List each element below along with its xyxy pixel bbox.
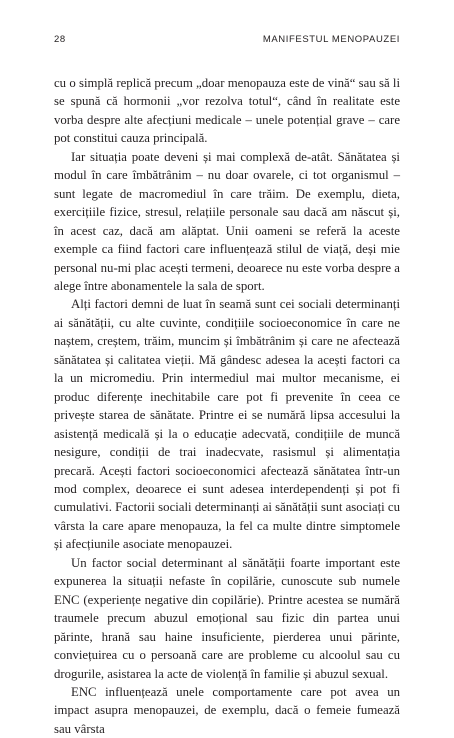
- page-number: 28: [54, 34, 66, 45]
- paragraph: Iar situația poate deveni și mai complexă de-atât. Sănătatea și modul în care îmbătrânim – nu doar ovarele, ci tot organismul – sunt legate de macromediul în care trăim. De exemplu, dieta, exercițiile fizice, stresul, relațiile personale sau dacă am născut și, în acest caz, dacă am alăptat. Unii oameni se referă la aceste exemple ca fiind factori care influențează stilul de viață, deși mie personal nu-mi plac acești termeni, deoarece nu este vorba despre a alege între abonamentele la sala de sport.: [54, 149, 400, 293]
- page-header: [54, 34, 400, 48]
- body-text: [54, 74, 400, 738]
- paragraph: cu o simplă replică precum „doar menopauza este de vină“ sau să li se spună că hormonii „vor rezolva totul“, când în realitate este vorba despre alte afecțiuni medicale – unele potențial grave – care pot constitui cauza principală.: [54, 76, 400, 146]
- paragraph: ENC influențează unele comportamente care pot avea un impact asupra menopauzei, de exemplu, dacă o femeie fumează sau vârsta: [54, 684, 400, 736]
- paragraph: Alți factori demni de luat în seamă sunt cei sociali determinanți ai sănătății, cu alte cuvinte, condițiile socioeconomice în care ne naștem, creștem, trăim, muncim și îmbătrânim și care ne afectează sănătatea și calitatea vieții. Mă gândesc adesea la acești factori ca la un micromediu. Prin intermediul mai multor mecanisme, ei produc diferențe inechitabile care pot fi prevenite în ceea ce privește starea de sănătate. Printre ei se numără lipsa accesului la asistență medicală și la o educație adecvată, condițiile de muncă nesigure, condiții de trai inadecvate, rasismul și alimentația precară. Acești factori socioeconomici afectează sănătatea într-un mod complex, deoarece ei sunt adesea interdependenți și pot fi cumulativi. Factorii sociali determinanți ai sănătății sunt asociați cu vârsta la care apare menopauza, la fel ca multe dintre simptomele și afecțiunile asociate menopauzei.: [54, 297, 400, 552]
- paragraph: Un factor social determinant al sănătății foarte important este expunerea la situații nefaste în copilărie, cunoscute sub numele ENC (experiențe negative din copilărie). Printre acestea se numără traumele precum abuzul emoțional sau fizic din partea unui părinte, hrană sau haine insuficiente, pierderea unui părinte, conviețuirea cu o persoană care are probleme cu alcoolul sau cu drogurile, asistarea la acte de violență în familie și abuzul sexual.: [54, 555, 400, 681]
- running-title: MANIFESTUL MENOPAUZEI: [262, 34, 400, 45]
